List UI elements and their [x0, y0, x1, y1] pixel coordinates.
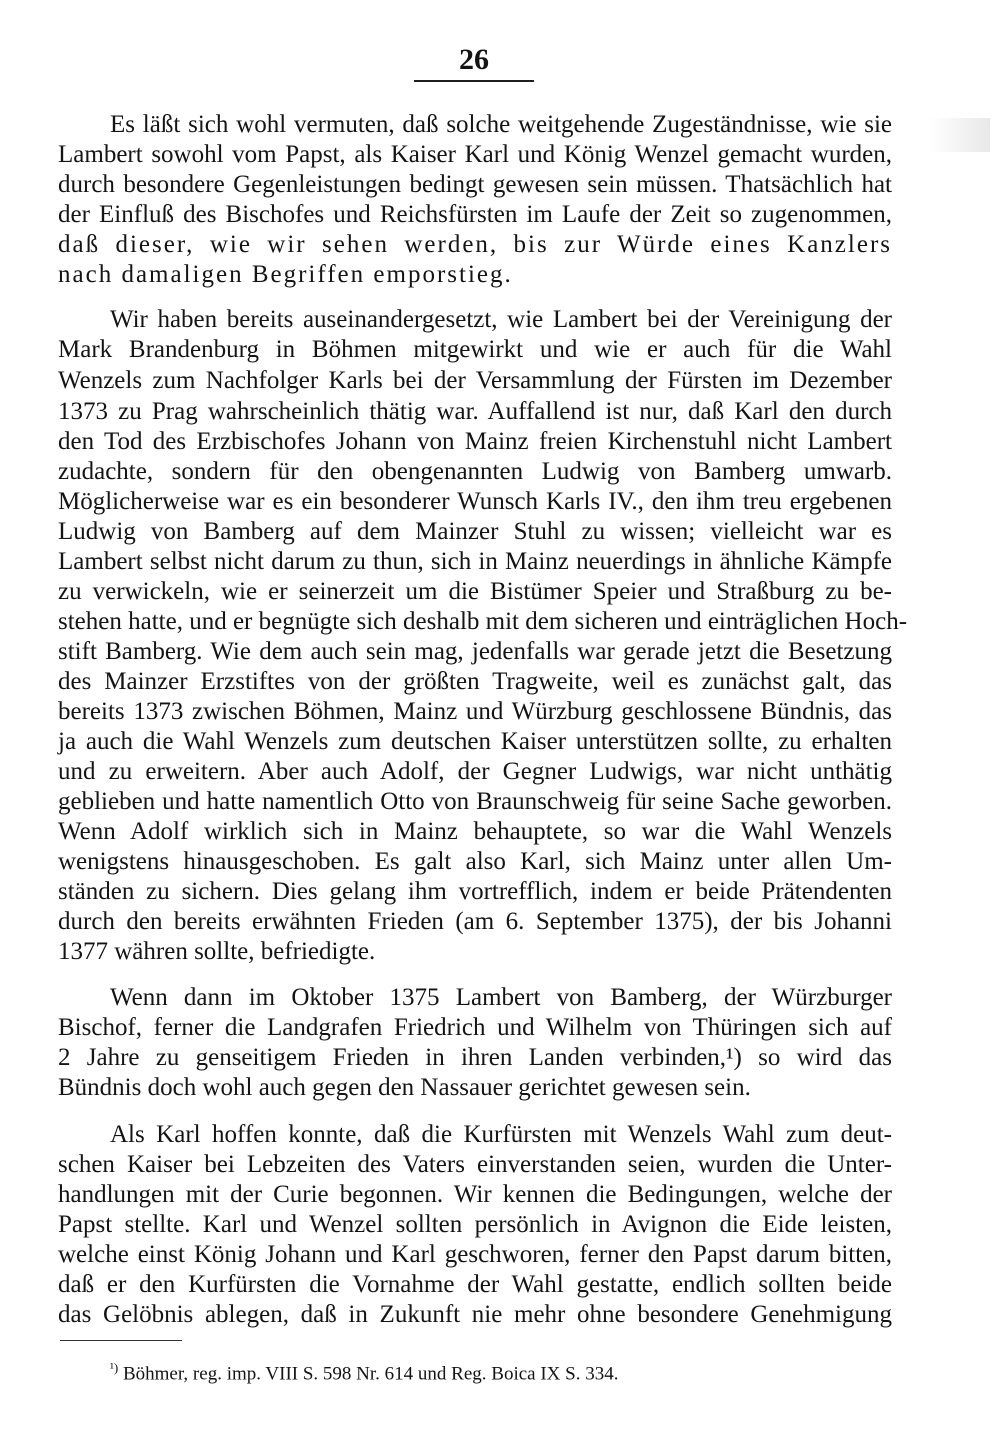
- text-line: 2 Jahre zu genseitigem Frieden in ihren Landen verbinden,¹) so wird das: [58, 1044, 892, 1071]
- text-line: 1377 währen sollte, befriedigte.: [58, 938, 376, 965]
- text-line: daß er den Kurfürsten die Vornahme der Wahl gestatte, endlich sollten beide: [58, 1271, 892, 1298]
- text-line: durch besondere Gegenleistungen bedingt gewesen sein müssen. Thatsächlich hat: [58, 171, 892, 198]
- text-line: schen Kaiser bei Lebzeiten des Vaters einverstanden seien, wurden die Unter-: [58, 1151, 892, 1178]
- text-line: und zu erweitern. Aber auch Adolf, der Gegner Ludwigs, war nicht unthätig: [58, 758, 892, 785]
- footnote-marker: ¹): [110, 1360, 119, 1375]
- text-line: nach damaligen Begriffen emporstieg.: [58, 261, 513, 288]
- text-line: Wenn dann im Oktober 1375 Lambert von Bamberg, der Würzburger: [110, 984, 892, 1011]
- text-line: Wir haben bereits auseinandergesetzt, wie Lambert bei der Vereinigung der: [110, 306, 892, 333]
- text-line: bereits 1373 zwischen Böhmen, Mainz und Würzburg geschlossene Bündnis, das: [58, 698, 892, 725]
- text-line: Wenzels zum Nachfolger Karls bei der Versammlung der Fürsten im Dezember: [58, 367, 892, 394]
- page-number-underline: [414, 80, 534, 82]
- text-line: Ludwig von Bamberg auf dem Mainzer Stuhl zu wissen; vielleicht war es: [58, 518, 892, 545]
- text-line: Bischof, ferner die Landgrafen Friedrich und Wilhelm von Thüringen sich auf: [58, 1014, 892, 1041]
- page-number: 26: [459, 43, 489, 76]
- text-line: wenigstens hinausgeschoben. Es galt also Karl, sich Mainz unter allen Um-: [58, 848, 892, 875]
- text-line: Es läßt sich wohl vermuten, daß solche weitgehende Zugeständnisse, wie sie: [110, 111, 892, 138]
- text-line: der Einfluß des Bischofes und Reichsfürsten im Laufe der Zeit so zugenommen,: [58, 201, 892, 228]
- text-line: Lambert sowohl vom Papst, als Kaiser Karl und König Wenzel gemacht wurden,: [58, 141, 892, 168]
- text-line: Papst stellte. Karl und Wenzel sollten persönlich in Avignon die Eide leisten,: [58, 1211, 892, 1238]
- text-line: ja auch die Wahl Wenzels zum deutschen Kaiser unterstützen sollte, zu erhalten: [58, 728, 892, 755]
- text-line: Möglicherweise war es ein besonderer Wunsch Karls IV., den ihm treu ergebenen: [58, 488, 892, 515]
- footnote-text: Böhmer, reg. imp. VIII S. 598 Nr. 614 und Reg. Boica IX S. 334.: [122, 1363, 619, 1385]
- text-line: welche einst König Johann und Karl geschworen, ferner den Papst darum bitten,: [58, 1241, 892, 1268]
- footnote: [110, 1356, 618, 1386]
- text-line: Wenn Adolf wirklich sich in Mainz behauptete, so war die Wahl Wenzels: [58, 818, 892, 845]
- text-line: ständen zu sichern. Dies gelang ihm vortrefflich, indem er beide Prätendenten: [58, 878, 892, 905]
- text-line: den Tod des Erzbischofes Johann von Mainz freien Kirchenstuhl nicht Lambert: [58, 428, 892, 455]
- text-line: Als Karl hoffen konnte, daß die Kurfürsten mit Wenzels Wahl zum deut-: [110, 1121, 892, 1148]
- scan-smudge: [930, 118, 990, 152]
- text-line: Mark Brandenburg in Böhmen mitgewirkt und wie er auch für die Wahl: [58, 336, 892, 363]
- text-line: Lambert selbst nicht darum zu thun, sich in Mainz neuerdings in ähnliche Kämpfe: [58, 548, 892, 575]
- text-line: zu verwickeln, wie er seinerzeit um die Bistümer Speier und Straßburg zu be-: [58, 578, 892, 605]
- text-line: Bündnis doch wohl auch gegen den Nassauer gerichtet gewesen sein.: [58, 1074, 751, 1101]
- text-line: 1373 zu Prag wahrscheinlich thätig war. Auffallend ist nur, daß Karl den durch: [58, 398, 892, 425]
- text-line: des Mainzer Erzstiftes von der größten Tragweite, weil es zunächst galt, das: [58, 668, 892, 695]
- text-line: zudachte, sondern für den obengenannten Ludwig von Bamberg umwarb.: [58, 458, 892, 485]
- text-line: stift Bamberg. Wie dem auch sein mag, jedenfalls war gerade jetzt die Besetzung: [58, 638, 892, 665]
- text-line: durch den bereits erwähnten Frieden (am 6. September 1375), der bis Johanni: [58, 908, 892, 935]
- text-line: das Gelöbnis ablegen, daß in Zukunft nie mehr ohne besondere Genehmigung: [58, 1301, 892, 1328]
- text-line: daß dieser, wie wir sehen werden, bis zur Würde eines Kanzlers: [58, 231, 892, 258]
- text-line: handlungen mit der Curie begonnen. Wir kennen die Bedingungen, welche der: [58, 1181, 892, 1208]
- text-line: geblieben und hatte namentlich Otto von Braunschweig für seine Sache geworben.: [58, 788, 892, 815]
- footnote-divider: [60, 1340, 182, 1341]
- text-line: stehen hatte, und er begnügte sich deshalb mit dem sicheren und einträglichen Hoch-: [58, 608, 908, 635]
